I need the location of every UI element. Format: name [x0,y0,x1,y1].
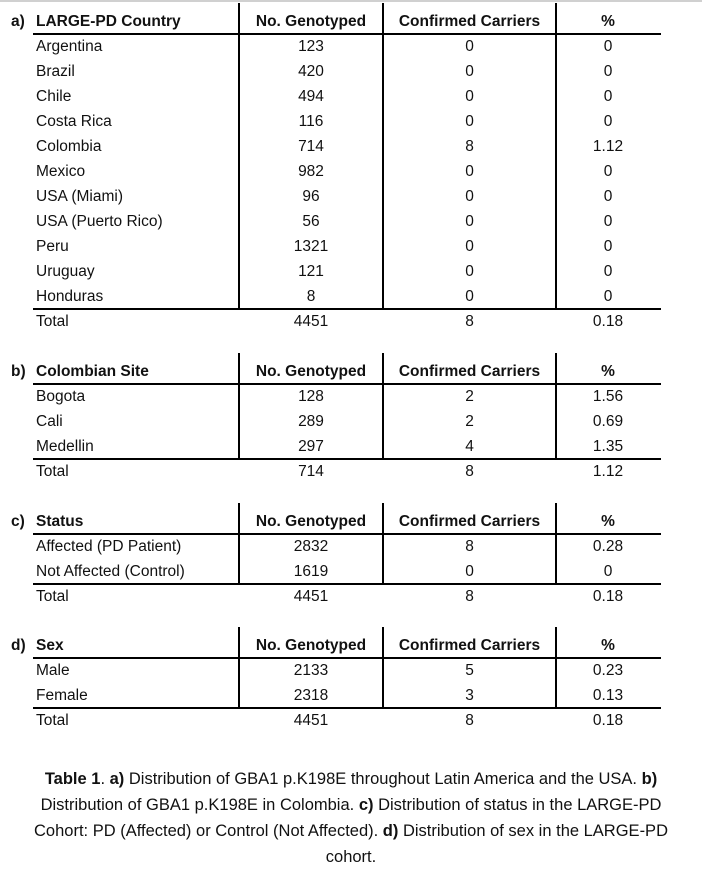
cell-label: Not Affected (Control) [36,563,185,580]
table-d [0,633,702,733]
cell-carriers: 0 [465,263,474,280]
cell-percent: 1.56 [592,388,624,405]
cell-label: Bogota [36,388,86,405]
table-row [0,534,702,559]
total-percent: 0.18 [592,712,624,729]
total-carriers: 8 [465,313,474,330]
table-row [0,159,702,184]
table-row [0,683,702,708]
cell-genotyped: 56 [302,213,320,230]
table-header-row [0,509,702,534]
cell-carriers: 0 [465,213,474,230]
column-header-percent: % [601,637,615,654]
cell-carriers: 0 [465,238,474,255]
cell-genotyped: 123 [298,38,324,55]
cell-genotyped: 420 [298,63,324,80]
total-carriers: 8 [465,588,474,605]
cell-genotyped: 2133 [293,662,329,679]
cell-label: USA (Miami) [36,188,123,205]
total-label: Total [36,712,69,729]
cell-label: Chile [36,88,72,105]
total-percent: 0.18 [592,588,624,605]
cell-carriers: 0 [465,63,474,80]
column-header-genotyped: No. Genotyped [255,637,367,654]
total-genotyped: 4451 [293,712,329,729]
cell-percent: 0 [603,563,613,580]
cell-carriers: 0 [465,188,474,205]
cell-percent: 0.13 [592,687,624,704]
cell-label: Mexico [36,163,86,180]
table-prefix: c) [11,513,25,530]
cell-carriers: 0 [465,113,474,130]
table-row [0,209,702,234]
caption-a-label: a) [109,770,125,788]
column-header-carriers: Confirmed Carriers [398,363,541,380]
table-row [0,284,702,309]
cell-genotyped: 494 [298,88,324,105]
cell-genotyped: 2832 [293,538,329,555]
column-header-genotyped: No. Genotyped [255,13,367,30]
cell-label: Affected (PD Patient) [36,538,182,555]
cell-percent: 0 [603,263,613,280]
total-label: Total [36,463,69,480]
cell-genotyped: 1619 [293,563,329,580]
table-prefix: b) [11,363,26,380]
cell-carriers: 0 [465,163,474,180]
caption-table-label: Table 1 [44,770,101,788]
column-header-carriers: Confirmed Carriers [398,13,541,30]
caption-c-label: c) [358,796,374,814]
table-row [0,84,702,109]
table-c [0,509,702,609]
column-divider [238,353,240,460]
table-row [0,109,702,134]
column-header-percent: % [601,363,615,380]
caption-d-label: d) [382,822,399,840]
total-genotyped: 4451 [293,313,329,330]
table-total-row [0,459,702,484]
column-divider [555,3,557,310]
column-divider [555,353,557,460]
caption-d-text: Distribution of sex in the LARGE-PD cohort. [325,822,668,866]
cell-label: Colombia [36,138,102,155]
column-header-label: Colombian Site [36,363,149,380]
column-header-label: LARGE-PD Country [36,13,181,30]
cell-genotyped: 714 [298,138,324,155]
cell-label: Peru [36,238,69,255]
cell-percent: 0 [603,113,613,130]
cell-label: Cali [36,413,63,430]
table-row [0,559,702,584]
cell-percent: 0.69 [592,413,624,430]
cell-genotyped: 128 [298,388,324,405]
column-divider [382,627,384,709]
table-header-row [0,633,702,658]
caption-separator: . [100,770,110,788]
table-row [0,409,702,434]
cell-label: Brazil [36,63,75,80]
cell-label: Costa Rica [36,113,112,130]
table-a [0,9,702,334]
cell-carriers: 4 [465,438,474,455]
cell-percent: 0 [603,63,613,80]
total-label: Total [36,588,69,605]
cell-carriers: 5 [465,662,474,679]
cell-carriers: 0 [465,288,474,305]
cell-genotyped: 982 [298,163,324,180]
cell-percent: 0 [603,38,613,55]
cell-genotyped: 116 [298,113,324,130]
total-carriers: 8 [465,463,474,480]
table-row [0,59,702,84]
cell-genotyped: 8 [306,288,316,305]
top-divider [0,0,702,2]
caption-separator: . [349,796,359,814]
caption-b-text: Distribution of GBA1 p.K198E in Colombia [40,796,350,814]
cell-label: USA (Puerto Rico) [36,213,163,230]
column-divider [238,503,240,585]
cell-percent: 0 [603,288,613,305]
table-total-row [0,584,702,609]
cell-label: Honduras [36,288,104,305]
cell-percent: 0 [603,238,613,255]
column-header-percent: % [601,513,615,530]
cell-percent: 0 [603,88,613,105]
cell-carriers: 0 [465,88,474,105]
cell-percent: 0.23 [592,662,624,679]
table-prefix: a) [11,13,25,30]
cell-label: Argentina [36,38,103,55]
cell-label: Uruguay [36,263,95,280]
table-caption [30,766,672,870]
cell-carriers: 0 [465,563,474,580]
table-row [0,658,702,683]
cell-carriers: 8 [465,138,474,155]
caption-a-text: Distribution of GBA1 p.K198E throughout Latin America and the USA. [124,770,642,788]
total-label: Total [36,313,69,330]
cell-percent: 1.12 [592,138,624,155]
table-prefix: d) [11,637,26,654]
table-row [0,384,702,409]
table-header-row [0,359,702,384]
table-row [0,184,702,209]
cell-genotyped: 1321 [293,238,329,255]
column-divider [555,503,557,585]
table-row [0,234,702,259]
table-header-row [0,9,702,34]
caption-c-text: Distribution of status in the LARGE-PD Cohort: PD (Affected) or Control (Not Affected). [34,796,662,840]
total-genotyped: 714 [298,463,324,480]
cell-genotyped: 2318 [293,687,329,704]
cell-carriers: 3 [465,687,474,704]
cell-carriers: 2 [465,413,474,430]
column-header-carriers: Confirmed Carriers [398,513,541,530]
column-divider [238,627,240,709]
cell-percent: 0 [603,213,613,230]
table-row [0,34,702,59]
cell-label: Female [36,687,88,704]
table-row [0,434,702,459]
cell-genotyped: 121 [298,263,324,280]
cell-genotyped: 96 [302,188,320,205]
table-row [0,259,702,284]
caption-b-label: b) [641,770,658,788]
cell-carriers: 2 [465,388,474,405]
column-header-genotyped: No. Genotyped [255,513,367,530]
column-header-label: Status [36,513,84,530]
column-divider [238,3,240,310]
table-row [0,134,702,159]
table-b [0,359,702,484]
cell-genotyped: 297 [298,438,324,455]
column-header-carriers: Confirmed Carriers [398,637,541,654]
column-divider [382,353,384,460]
column-header-percent: % [601,13,615,30]
column-header-label: Sex [36,637,64,654]
total-percent: 1.12 [592,463,624,480]
cell-label: Male [36,662,70,679]
total-carriers: 8 [465,712,474,729]
table-total-row [0,309,702,334]
total-percent: 0.18 [592,313,624,330]
total-genotyped: 4451 [293,588,329,605]
column-divider [382,503,384,585]
cell-carriers: 0 [465,38,474,55]
table-total-row [0,708,702,733]
cell-genotyped: 289 [298,413,324,430]
column-divider [555,627,557,709]
cell-percent: 0 [603,188,613,205]
cell-percent: 0 [603,163,613,180]
column-header-genotyped: No. Genotyped [255,363,367,380]
cell-carriers: 8 [465,538,474,555]
column-divider [382,3,384,310]
cell-percent: 0.28 [592,538,624,555]
cell-label: Medellin [36,438,94,455]
cell-percent: 1.35 [592,438,624,455]
